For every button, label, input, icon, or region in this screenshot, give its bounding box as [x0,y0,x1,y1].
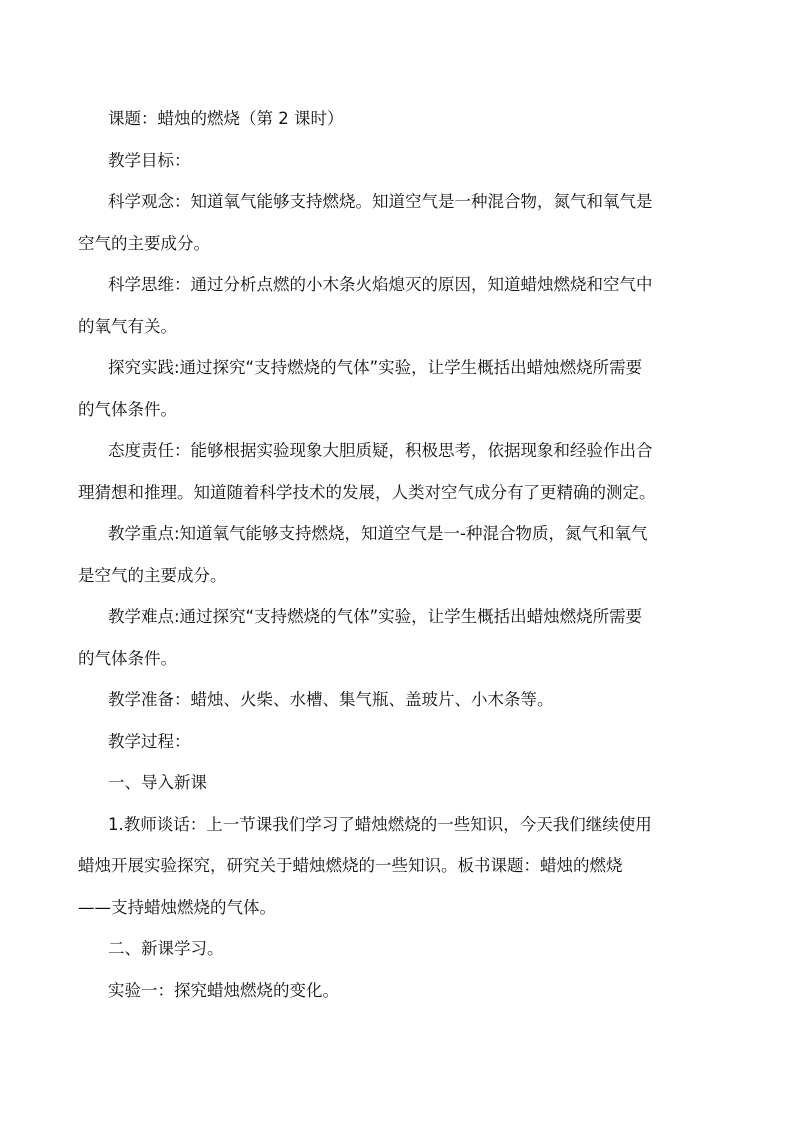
teaching-key-points-line1: 教学重点:知道氧气能够支持燃烧，知道空气是一-种混合物质，氮气和氧气 [108,524,648,543]
objective-attitude-responsibility [78,430,723,513]
objective-scientific-concept-line1: 科学观念：知道氧气能够支持燃烧。知道空气是一种混合物，氮气和氧气是 [108,192,653,211]
teaching-preparation-text: 教学准备：蜡烛、火柴、水槽、集气瓶、盖玻片、小木条等。 [108,690,554,709]
teaching-difficulties-line1: 教学难点:通过探究“支持燃烧的气体”实验，让学生概括出蜡烛燃烧所需要 [108,607,643,626]
objective-inquiry-practice [78,347,723,430]
section-heading-process [108,721,723,763]
objective-scientific-concept [78,181,723,264]
teaching-key-points [78,513,723,596]
objective-scientific-concept-line2: 空气的主要成分。 [78,233,210,253]
lesson-title-text: 课题：蜡烛的燃烧（第 2 课时） [108,109,344,128]
objective-attitude-responsibility-line2: 理猜想和推理。知道随着科学技术的发展，人类对空气成分有了更精确的测定。 [78,482,656,502]
objective-attitude-responsibility-line1: 态度责任：能够根据实验现象大胆质疑，积极思考，依据现象和经验作出合 [108,441,653,460]
experiment-one-heading [108,970,723,1012]
teacher-talk-line1: 1.教师谈话：上一节课我们学习了蜡烛燃烧的一些知识，今天我们继续使用 [108,814,652,834]
teaching-key-points-line2: 是空气的主要成分。 [78,565,227,585]
section-heading-intro [108,762,723,804]
document-body [78,98,723,1011]
objective-inquiry-practice-line1: 探究实践:通过探究“支持燃烧的气体”实验，让学生概括出蜡烛燃烧所需要 [108,358,643,377]
section-heading-process-text: 教学过程： [108,731,191,751]
objective-scientific-thinking-line2: 的氧气有关。 [78,316,177,336]
objective-inquiry-practice-line2: 的气体条件。 [78,399,177,419]
section-heading-objectives-text: 教学目标： [108,150,191,170]
teacher-talk-line2: 蜡烛开展实验探究，研究关于蜡烛燃烧的一些知识。板书课题：蜡烛的燃烧 [78,856,623,875]
teacher-talk [78,804,723,929]
experiment-one-heading-text: 实验一：探究蜡烛燃烧的变化。 [108,980,339,1000]
section-heading-new-lesson [108,928,723,970]
teaching-difficulties [78,596,723,679]
teaching-preparation [108,679,723,721]
section-heading-objectives [108,140,723,182]
teacher-talk-line3: ——支持蜡烛燃烧的气体。 [78,897,276,917]
objective-scientific-thinking-line1: 科学思维：通过分析点燃的小木条火焰熄灭的原因，知道蜡烛燃烧和空气中 [108,275,653,294]
objective-scientific-thinking [78,264,723,347]
teaching-difficulties-line2: 的气体条件。 [78,648,177,668]
lesson-title [108,98,723,140]
section-heading-intro-text: 一、导入新课 [108,773,207,792]
section-heading-new-lesson-text: 二、新课学习。 [108,939,224,958]
